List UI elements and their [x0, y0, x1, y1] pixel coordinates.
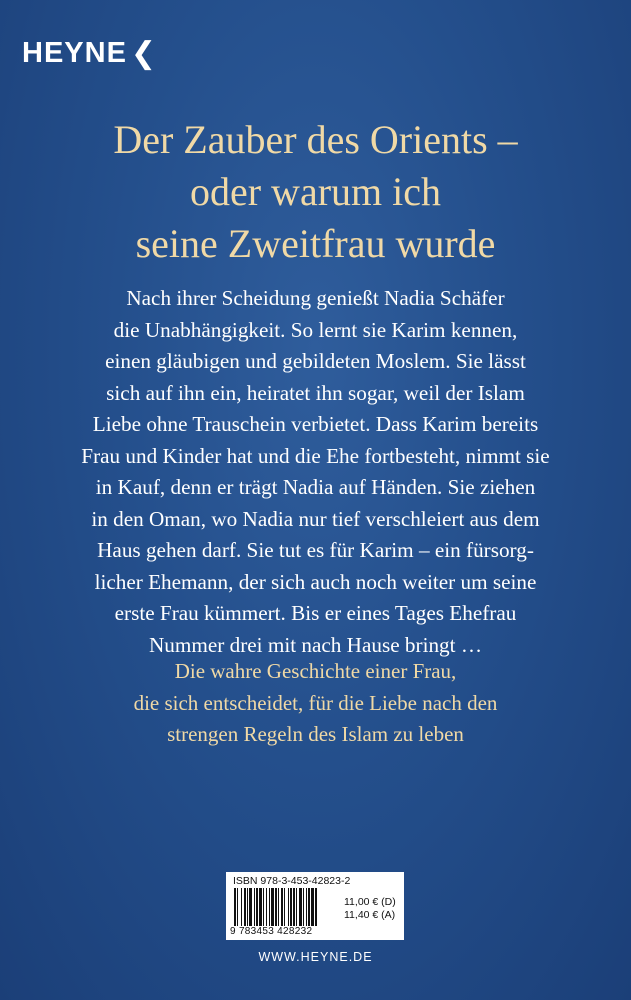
isbn-label: ISBN 978-3-453-42823-2 — [233, 875, 351, 887]
blurb-line: einen gläubigen und gebildeten Moslem. Sie lässt — [105, 349, 526, 373]
tagline-line: strengen Regeln des Islam zu leben — [167, 722, 464, 746]
headline-line: Der Zauber des Orients – — [113, 117, 518, 162]
publisher-name: HEYNE — [22, 37, 127, 69]
tagline-line: Die wahre Geschichte einer Frau, — [174, 659, 457, 683]
chevron-left-icon: ❮ — [130, 37, 158, 70]
headline-line: oder warum ich — [189, 169, 441, 214]
blurb-line: Frau und Kinder hat und die Ehe fortbesteht, nimmt sie — [81, 443, 550, 468]
blurb-line: in den Oman, wo Nadia nur tief verschleiert aus dem — [91, 506, 540, 531]
blurb-line: licher Ehemann, der sich auch noch weiter um seine — [94, 569, 537, 594]
blurb-line: erste Frau kümmert. Bis er eines Tages Ehefrau — [114, 601, 517, 625]
blurb-line: in Kauf, denn er trägt Nadia auf Händen. Sie ziehen — [95, 475, 536, 499]
price-de: 11,00 € (D) — [344, 896, 396, 908]
blurb-line: Liebe ohne Trauschein verbietet. Dass Karim bereits — [92, 412, 539, 436]
tagline-line: die sich entscheidet, für die Liebe nach den — [133, 690, 498, 715]
tagline — [0, 656, 631, 751]
blurb-line: die Unabhängigkeit. So lernt sie Karim kennen, — [113, 317, 518, 342]
blurb-line: Haus gehen darf. Sie tut es für Karim – ein fürsorg- — [97, 538, 534, 562]
blurb-line: sich auf ihn ein, heiratet ihn sogar, weil der Islam — [106, 380, 525, 405]
barcode-icon — [232, 888, 340, 926]
headline-line: seine Zweitfrau wurde — [135, 221, 496, 266]
barcode-label — [226, 872, 404, 940]
publisher-logo — [22, 36, 157, 71]
blurb — [0, 283, 631, 661]
website-url: WWW.HEYNE.DE — [258, 950, 373, 964]
headline — [0, 114, 631, 270]
price-at: 11,40 € (A) — [344, 909, 396, 921]
blurb-line: Nummer drei mit nach Hause bringt … — [148, 632, 483, 657]
barcode-digits: 9 783453 428232 — [230, 926, 313, 937]
blurb-line: Nach ihrer Scheidung genießt Nadia Schäfer — [126, 286, 505, 310]
